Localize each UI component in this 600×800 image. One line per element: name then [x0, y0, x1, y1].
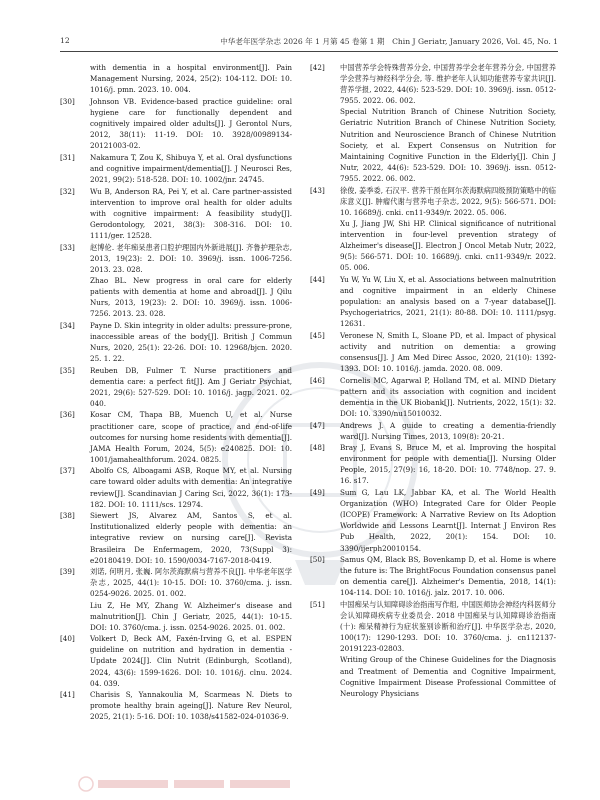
reference-text: Veronese N, Smith L, Sloane PD, et al. Impact of physical activity and nutrition on dementia: a growing consensus[J]. J Am Med Direc Assoc, 2020, 21(10): 1392-1393. DOI: 10. 1016/j. jamda. 2020. 08. 009.	[340, 330, 556, 374]
reference-text: Johnson VB. Evidence-based practice guideline: oral hygiene care for functionally dependent and cognitively impaired older adults[J]. J Gerontol Nurs, 2012, 38(11): 11-19. DOI: 10. 3928/00989134-20121003-02.	[90, 96, 292, 151]
reference-item	[60, 96, 292, 151]
reference-number: [31]	[60, 152, 75, 162]
reference-text: 刘诺, 何明月, 张巍. 阿尔茨海默病与营养不良[J]. 中华老年医学杂志, 2025, 44(1): 10-15. DOI: 10. 3760/cma. j. issn. 0254-9026. 2025. 01. 002.	[90, 567, 292, 599]
reference-text: Andrews J. A guide to creating a dementia-friendly ward[J]. Nursing Times, 2013, 109(8): 20-21.	[340, 420, 556, 441]
reference-text: Siewert JS, Alvarez AM, Santos S, et al. Institutionalized elderly people with dementia: an integrative review on nursing care[J]. Revista Brasileira De Enfermagem, 2020, 73(Suppl 3): e20180419. DOI: 10. 1590/0034-7167-2018-0419.	[90, 511, 292, 565]
reference-number: [41]	[60, 690, 75, 700]
reference-item	[60, 242, 292, 320]
reference-item	[60, 689, 292, 722]
reference-translation: Xu J, Jiang JW, Shi HP. Clinical significance of nutritional intervention in four-level prevention strategy of Alzheimer's disease[J]. Electron J Oncol Metab Nutr, 2022, 9(5): 566-571. DOI: 10. 16689/j. cnki. cn11-9349/r. 2022. 05. 006.	[340, 218, 556, 273]
reference-translation: Liu Z, He MY, Zhang W. Alzheimer's disease and malnutrition[J]. Chin J Geriatr, 2025, 44(1): 10-15. DOI: 10. 3760/cma. j. issn. 0254-9026. 2025. 01. 002.	[90, 600, 292, 632]
reference-number: [44]	[310, 274, 325, 284]
reference-text: Yu W, Yu W, Liu X, et al. Associations between malnutrition and cognitive impairment in an elderly Chinese population: an analysis based on a 7-year database[J]. Psychogeriatrics, 2021, 21(1): 80-88. DOI: 10. 1111/psyg. 12631.	[340, 274, 556, 329]
reference-text: Abolfo CS, Alboagami ASB, Roque MY, et al. Nursing care toward older adults with dementia: An integrative review[J]. Scandinavian J Caring Sci, 2022, 36(1): 173-182. DOI: 10. 1111/scs. 12974.	[90, 466, 292, 509]
reference-number: [47]	[310, 420, 325, 430]
header-rule	[60, 51, 558, 52]
reference-item	[310, 487, 556, 554]
reference-item	[60, 186, 292, 241]
reference-number: [36]	[60, 410, 75, 420]
reference-translation: Zhao BL. New progress in oral care for elderly patients with dementia at home and abroad[J]. J Qilu Nurs, 2013, 19(23): 2. DOI: 10. 3969/j. issn. 1006-7256. 2013. 23. 028.	[90, 275, 292, 319]
reference-item	[310, 185, 556, 274]
reference-number: [40]	[60, 634, 75, 644]
reference-item	[60, 152, 292, 185]
reference-item	[310, 274, 556, 329]
reference-column-left	[60, 62, 292, 760]
reference-item	[60, 409, 292, 464]
reference-number: [45]	[310, 330, 325, 340]
reference-number: [51]	[310, 600, 325, 609]
reference-number: [35]	[60, 365, 75, 375]
reference-item	[60, 62, 292, 95]
reference-number: [39]	[60, 567, 75, 577]
reference-number: [50]	[310, 555, 325, 565]
page-number: 12	[60, 36, 70, 45]
reference-item	[60, 510, 292, 565]
reference-translation: Special Nutrition Branch of Chinese Nutrition Society, Geriatric Nutrition Branch of Chinese Nutrition Society, Nutrition and Neuroscience Branch of Chinese Nutrition Society, et al. Expert Consensus on Nutrition for Maintaining Cognitive Function in the Elderly[J]. Chin J Nutr, 2022, 44(6): 523-529. DOI: 10. 3969/j. issn. 0512-7955. 2022. 06. 002.	[340, 107, 556, 183]
reference-number: [48]	[310, 443, 325, 453]
reference-item	[310, 62, 556, 184]
reference-text: 徐俊, 姜季委, 石汉平. 营养干预在阿尔茨海默病四级预防策略中的临床意义[J]. 肿瘤代谢与营养电子杂志, 2022, 9(5): 566-571. DOI: 10. 16689/j. cnki. cn11-9349/r. 2022. 05. 006.	[340, 185, 556, 217]
reference-item	[310, 330, 556, 374]
reference-number: [42]	[310, 63, 325, 72]
reference-translation: Writing Group of the Chinese Guidelines for the Diagnosis and Treatment of Dementia and Cognitive Impairment, Cognitive Impairment Disease Professional Committee of Neurology Physicians	[340, 655, 556, 698]
reference-text: 中国痴呆与认知障碍诊治指南写作组, 中国医师协会神经内科医师分会认知障碍疾病专业委员会. 2018 中国痴呆与认知障碍诊治指南(十): 痴呆精神行为症状鉴别诊断和治疗[J]. 中华医学杂志, 2020, 100(17): 1290-1293. DOI: 10. 3760/cma. j. cn112137-20191223-02803.	[340, 600, 556, 654]
reference-text: 赵博伦. 老年痴呆患者口腔护理国内外新进展[J]. 齐鲁护理杂志, 2013, 19(23): 2. DOI: 10. 3969/j. issn. 1006-7256. 2013. 23. 028.	[90, 242, 292, 274]
reference-text: Kosar CM, Thapa BB, Muench U, et al. Nurse practitioner care, scope of practice, and end-of-life outcomes for nursing home residents with dementia[J]. JAMA Health Forum, 2024, 5(5): e240825. DOI: 10. 1001/jamahealthforum. 2024. 0825.	[90, 410, 292, 464]
reference-item	[60, 633, 292, 688]
reference-number: [43]	[310, 185, 325, 195]
page-header	[60, 34, 558, 50]
reference-column-right	[310, 62, 556, 760]
reference-number: [30]	[60, 96, 75, 106]
reference-text: Reuben DB, Fulmer T. Nurse practitioners and dementia care: a perfect fit[J]. Am J Geriatr Psychiat, 2021, 29(6): 527-529. DOI: 10. 1016/j. jagp. 2021. 02. 040.	[90, 365, 292, 408]
journal-footer-logo-icon	[78, 776, 298, 792]
reference-text: Nakamura T, Zou K, Shibuya Y, et al. Oral dysfunctions and cognitive impairment/dementia[J]. J Neurosci Res, 2021, 99(2): 518-528. DOI: 10. 1002/jnr. 24745.	[90, 152, 292, 184]
reference-text: Cornelis MC, Agarwal P, Holland TM, et al. MIND Dietary pattern and its association with cognition and incident dementia in the UK Biobank[J]. Nutrients, 2022, 15(1): 32. DOI: 10. 3390/nu15010032.	[340, 375, 556, 418]
reference-item	[60, 566, 292, 633]
reference-text: Wu B, Anderson RA, Pei Y, et al. Care partner-assisted intervention to improve oral health for older adults with cognitive impairment: A feasibility study[J]. Gerodontology, 2021, 38(3): 308-316. DOI: 10. 1111/ger. 12528.	[90, 186, 292, 240]
reference-number: [33]	[60, 242, 75, 252]
reference-text: Bray J, Evans S, Bruce M, et al. Improving the hospital environment for people with dementia[J]. Nursing Older People, 2015, 27(9): 16, 18-20. DOI: 10. 7748/nop. 27. 9. 16. s17.	[340, 443, 556, 486]
reference-number: [49]	[310, 488, 325, 498]
reference-item	[60, 465, 292, 509]
reference-item	[310, 420, 556, 442]
reference-text: Charisis S, Yannakoulia M, Scarmeas N. Diets to promote healthy brain ageing[J]. Nature Rev Neurol, 2025, 21(1): 5-16. DOI: 10. 1038/s41582-024-01036-9.	[90, 690, 292, 722]
reference-text: 中国营养学会特殊营养分会, 中国营养学会老年营养分会, 中国营养学会营养与神经科学分会, 等. 维护老年人认知功能营养专家共识[J]. 营养学报, 2022, 44(6): 523-529. DOI: 10. 3969/j. issn. 0512-7955. 2022. 06. 002.	[340, 63, 556, 106]
reference-number: [38]	[60, 511, 75, 521]
reference-text: Sum G, Lau LK, Jabbar KA, et al. The World Health Organization (WHO) Integrated Care for Older People (ICOPE) Framework: A Narrative Review on Its Adoption Worldwide and Lessons Learnt[J]. Internat J Environ Res Pub Health, 2022, 20(1): 154. DOI: 10. 3390/ijerph20010154.	[340, 488, 556, 553]
reference-text: Payne D. Skin integrity in older adults: pressure-prone, inaccessible areas of the body[J]. British J Commun Nurs, 2020, 25(1): 22-26. DOI: 10. 12968/bjcn. 2020. 25. 1. 22.	[90, 320, 292, 363]
reference-item	[60, 320, 292, 364]
reference-text: with dementia in a hospital environment[J]. Pain Management Nursing, 2024, 25(2): 104-112. DOI: 10. 1016/j. pmn. 2023. 10. 004.	[90, 63, 292, 95]
reference-number: [32]	[60, 186, 75, 196]
reference-item	[310, 442, 556, 486]
reference-text: Volkert D, Beck AM, Faxén-Irving G, et al. ESPEN guideline on nutrition and hydration in dementia - Update 2024[J]. Clin Nutrit (Edinburgh, Scotland), 2024, 43(6): 1599-1626. DOI: 10. 1016/j. clnu. 2024. 04. 039.	[90, 634, 292, 688]
reference-item	[310, 375, 556, 419]
reference-number: [46]	[310, 375, 325, 385]
reference-number: [34]	[60, 320, 75, 330]
reference-item	[60, 365, 292, 409]
reference-item	[310, 554, 556, 598]
reference-item	[310, 599, 556, 699]
reference-number: [37]	[60, 466, 75, 476]
running-head: 中华老年医学杂志 2026 年 1 月第 45 卷第 1 期 Chin J Geriatr, January 2026, Vol. 45, No. 1	[220, 37, 558, 46]
reference-text: Samus QM, Black BS, Bovenkamp D, et al. Home is where the future is: The BrightFocus Foundation consensus panel on dementia care[J]. Alzheimer's Dementia, 2018, 14(1): 104-114. DOI: 10. 1016/j. jalz. 2017. 10. 006.	[340, 555, 556, 598]
